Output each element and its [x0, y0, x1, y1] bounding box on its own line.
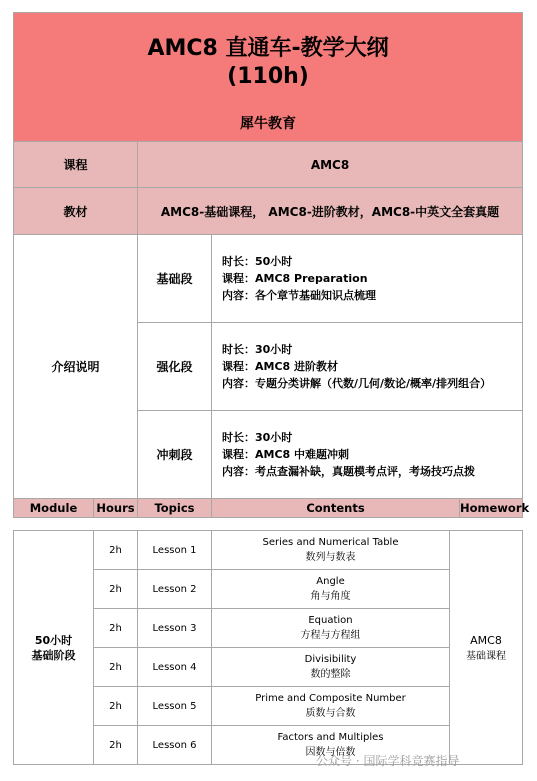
lesson-hours: 2h — [94, 648, 138, 687]
stage-content: 内容：专题分类讲解（代数/几何/数论/概率/排列组合） — [222, 377, 492, 390]
lesson-content-en: Angle — [316, 576, 345, 587]
syllabus-hours: (110h) — [227, 64, 309, 89]
column-header-module: Module — [14, 499, 94, 518]
module-hours: 50小时 — [34, 633, 73, 647]
lesson-topic: Lesson 4 — [138, 648, 212, 687]
stage-name: 强化段 — [138, 323, 212, 411]
column-header-homework: Homework — [460, 499, 523, 518]
column-header-contents: Contents — [212, 499, 460, 518]
lesson-contents — [212, 687, 450, 726]
lesson-topic: Lesson 5 — [138, 687, 212, 726]
lesson-topic: Lesson 2 — [138, 570, 212, 609]
syllabus-overview-table — [13, 12, 530, 518]
stage-name: 冲刺段 — [138, 411, 212, 499]
stage-description — [212, 411, 523, 499]
lesson-content-en: Divisibility — [304, 654, 357, 665]
lesson-contents — [212, 531, 450, 570]
table-row — [14, 531, 523, 570]
stage-description — [212, 323, 523, 411]
homework-title: AMC8 — [470, 633, 502, 647]
lesson-hours: 2h — [94, 570, 138, 609]
lesson-topic: Lesson 6 — [138, 726, 212, 765]
materials-value: AMC8-基础课程， AMC8-进阶教材，AMC8-中英文全套真题 — [138, 188, 523, 235]
column-header-hours: Hours — [94, 499, 138, 518]
stage-content: 内容：考点查漏补缺，真题模考点评，考场技巧点拨 — [222, 465, 475, 478]
lesson-topic: Lesson 3 — [138, 609, 212, 648]
module-stage: 基础阶段 — [31, 648, 76, 662]
stage-content: 内容：各个章节基础知识点梳理 — [222, 289, 376, 302]
stage-duration: 时长：30小时 — [222, 343, 293, 356]
homework-cell — [450, 531, 523, 765]
stage-course: 课程：AMC8 进阶教材 — [222, 360, 339, 373]
lesson-hours: 2h — [94, 687, 138, 726]
module-cell — [14, 531, 94, 765]
lesson-content-cn: 数的整除 — [310, 669, 351, 680]
lesson-content-cn: 质数与合数 — [305, 708, 356, 719]
materials-label: 教材 — [14, 188, 138, 235]
course-value: AMC8 — [138, 142, 523, 188]
lesson-hours: 2h — [94, 609, 138, 648]
stage-duration: 时长：30小时 — [222, 431, 293, 444]
lesson-hours: 2h — [94, 531, 138, 570]
lesson-content-en: Factors and Multiples — [277, 732, 384, 743]
lesson-content-cn: 因数与倍数 — [305, 747, 356, 758]
intro-label: 介绍说明 — [14, 235, 138, 499]
organization-name: 犀牛教育 — [240, 116, 297, 132]
stage-name: 基础段 — [138, 235, 212, 323]
column-header-topics: Topics — [138, 499, 212, 518]
stage-description — [212, 235, 523, 323]
lesson-content-en: Series and Numerical Table — [262, 537, 399, 548]
lesson-contents — [212, 609, 450, 648]
lesson-content-en: Equation — [308, 615, 353, 626]
lesson-table — [13, 530, 523, 765]
watermark: 公众号 · 国际学科竞赛指导 — [316, 754, 460, 768]
homework-subtitle: 基础课程 — [466, 650, 506, 662]
stage-course: 课程：AMC8 Preparation — [222, 272, 368, 285]
lesson-content-cn: 角与角度 — [310, 591, 351, 602]
lesson-contents — [212, 648, 450, 687]
lesson-contents — [212, 570, 450, 609]
lesson-content-en: Prime and Composite Number — [255, 693, 406, 704]
stage-course: 课程：AMC8 中难题冲刺 — [222, 448, 350, 461]
lesson-topic: Lesson 1 — [138, 531, 212, 570]
lesson-hours: 2h — [94, 726, 138, 765]
stage-duration: 时长：50小时 — [222, 255, 293, 268]
lesson-content-cn: 数列与数表 — [305, 552, 356, 563]
header-banner — [14, 13, 523, 142]
syllabus-title: AMC8 直通车-教学大纲 — [147, 36, 389, 61]
course-label: 课程 — [14, 142, 138, 188]
lesson-content-cn: 方程与方程组 — [300, 630, 361, 641]
